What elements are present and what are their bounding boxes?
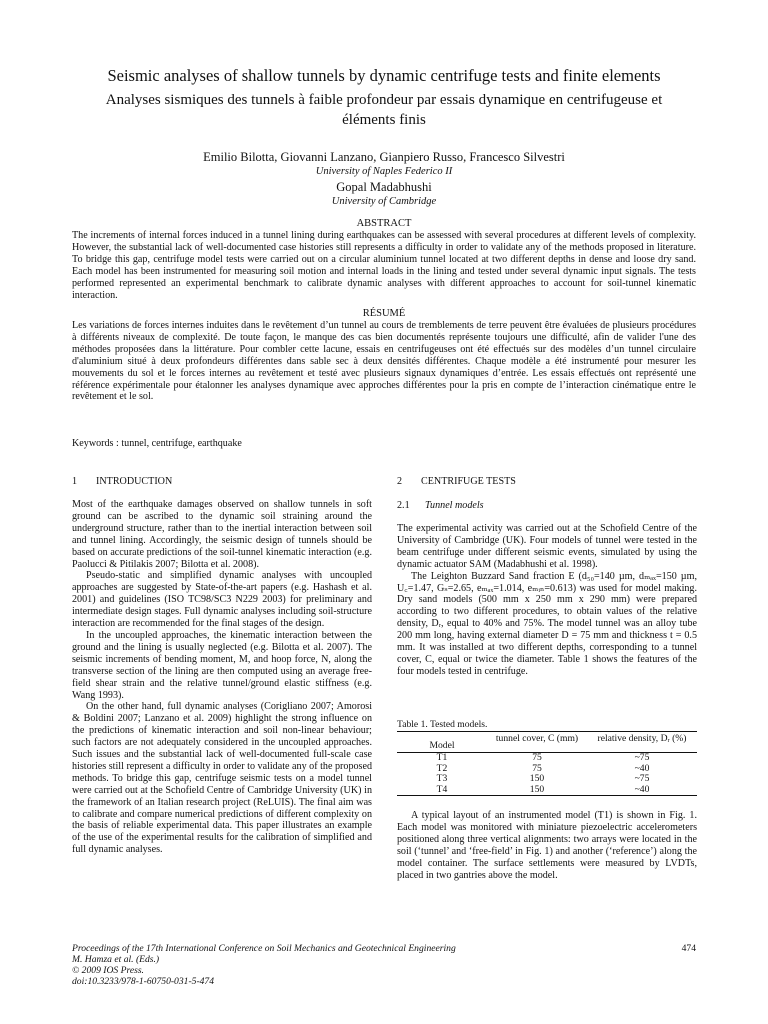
table-cell: T2 xyxy=(436,762,448,774)
footer-doi: doi:10.3233/978-1-60750-031-5-474 xyxy=(72,976,215,987)
subsection-2-1-heading xyxy=(397,500,697,511)
section-2-heading xyxy=(397,476,697,487)
resume-heading: RÉSUMÉ xyxy=(362,308,406,319)
paragraph: Most of the earthquake damages observed on shallow tunnels in soft ground can be ascribed to the dynamic soil straining around the underground structure, rather than to the inertial interaction between soil and tunnel lining. Accordingly, the seismic design of tunnels should be based on accurate predictions of the soil-tunnel kinematic interaction (e.g. Paolucci & Pitilakis 2007; Bilotta et al. 2008). xyxy=(72,499,372,570)
author-list-2: Gopal Madabhushi xyxy=(336,180,432,194)
abstract-text: The increments of internal forces induced in a tunnel lining during earthquakes can be assessed with several procedures at different levels of complexity. However, the substantial lack of well-documented case histories still represents a difficulty in order to validate any of the methods proposed in literature. To bridge this gap, centrifuge model tests were carried out on a circular aluminium tunnel located at two different depths in dense and loose dry sand. Each model has been instrumented for measuring soil motion and internal loads in the lining and tested under several dynamic input signals. The tests performed represented an experimental benchmark to calibrate dynamic analyses with different approaches to account for soil-tunnel kinematic interaction. xyxy=(72,230,696,301)
table-cell: T3 xyxy=(436,773,448,785)
page-number: 474 xyxy=(681,943,696,954)
table-header-cell: Model xyxy=(429,739,455,751)
affiliation-1: University of Naples Federico II xyxy=(315,166,453,177)
paragraph: In the uncoupled approaches, the kinematic interaction between the ground and the lining is usually neglected (e.g. Bilotta et al. 2007). The seismic increments of bending moment, M, and hoop force, N, along the transverse section of the lining are then computed using an average free-field shear strain and the relative tunnel/ground elastic stiffness (e.g. Wang 1993). xyxy=(72,629,372,701)
author-list-1: Emilio Bilotta, Giovanni Lanzano, Gianpiero Russo, Francesco Silvestri xyxy=(203,150,565,164)
table-cell: T4 xyxy=(436,783,448,795)
paragraph: The Leighton Buzzard Sand fraction E (d₅₀=140 µm, dₘₐₓ=150 µm, U꜀=1.47, Gₛ=2.65, eₘₐₓ=1.014, eₘᵢₙ=0.613) was used for model making. Dry sand models (500 mm x 250 mm x 290 mm) were prepared according to two different procedures, to obtain values of the relative density, Dᵣ, equal to 40% and 75%. The model tunnel was an alloy tube 200 mm long, having external diameter D = 75 mm and thickness t = 0.5 mm. It was installed at two different depths, corresponding to a tunnel cover, C, equal or twice the diameter. Table 1 shows the features of the four models tested in centrifuge. xyxy=(397,570,697,677)
paper-title: Seismic analyses of shallow tunnels by dynamic centrifuge tests and finite elements xyxy=(107,66,661,85)
table-cell: 75 xyxy=(532,752,542,764)
table-header-cell: relative density, Dᵣ (%) xyxy=(597,732,687,744)
section-title: INTRODUCTION xyxy=(96,476,173,487)
section-2-body xyxy=(397,523,697,678)
proceedings-footer xyxy=(72,943,572,987)
table-1-block xyxy=(397,719,697,796)
subsection-title: Tunnel models xyxy=(425,500,484,511)
keywords: Keywords : tunnel, centrifuge, earthquake xyxy=(72,438,242,449)
table-header-row xyxy=(397,731,697,753)
section-1-body xyxy=(72,499,372,856)
section-number: 2 xyxy=(397,476,403,487)
table-row xyxy=(397,785,697,796)
table-cell: ~75 xyxy=(634,773,650,785)
paragraph: A typical layout of an instrumented model (T1) is shown in Fig. 1. Each model was monitored with miniature piezoelectric accelerometers positioned along three vertical alignments: two arrays were located in the soil (‘tunnel’ and ‘free-field’ in Fig. 1) and another (‘reference’) along the model container. The surface settlements were measured by LVDTs, placed in two gantries above the model. xyxy=(397,810,697,881)
abstract-heading: ABSTRACT xyxy=(356,218,412,229)
table-cell: ~40 xyxy=(634,783,650,795)
table-cell: 150 xyxy=(529,783,545,795)
footer-line: M. Hamza et al. (Eds.) xyxy=(72,954,160,965)
table-cell: ~40 xyxy=(634,762,650,774)
tested-models-table xyxy=(397,731,697,796)
table-cell: 150 xyxy=(529,773,545,785)
footer-line: Proceedings of the 17th International Conference on Soil Mechanics and Geotechnical Engineering xyxy=(72,943,456,954)
paragraph: On the other hand, full dynamic analyses (Corigliano 2007; Amorosi & Boldini 2007; Lanzano et al. 2009) highlight the strong influence on the predictions of kinematic interaction and soil non-linear behaviour; such factors are not adequately considered in the uncoupled approaches. Such issues and the substantial lack of well-documented full-scale case histories still represent a difficulty in order to validate any of the proposed methods. To bridge this gap, centrifuge seismic tests on a model tunnel were carried out at the Schofield Centre of Cambridge University (UK) in the framework of an Italian research project (ReLUIS). The final aim was to calibrate and compare numerical predictions of different complexity on the basis of reliable experimental data. This paper illustrates an example of the use of the experimental results for the calibration of simplified and full dynamic analyses. xyxy=(72,701,372,856)
section-number: 1 xyxy=(72,476,78,487)
paragraph: Pseudo-static and simplified dynamic analyses with uncoupled approaches are suggested by State-of-the-art papers (e.g. Hashash et al. 2001) and guidelines (ISO TC98/SC3 N229 2003) for preliminary and intermediate design stages. Full dynamic analyses including soil-structure interaction are recommended for the final stages of the design. xyxy=(72,570,372,630)
table-cell: ~75 xyxy=(634,752,650,764)
paper-subtitle: Analyses sismiques des tunnels à faible profondeur par essais dynamique en centrifugeuse et éléments finis xyxy=(105,92,663,128)
footer-line: © 2009 IOS Press. xyxy=(72,965,144,976)
resume-text: Les variations de forces internes induites dans le revêtement d’un tunnel au cours de tremblements de terre peuvent être évaluées de plusieurs procédures à différents niveaux de complexité. De toute façon, le manque des cas bien documentés représente toujours une difficulté, afin de valider l'une des méthodes proposées dans la littérature. Pour combler cette lacune, essais en centrifugeuses ont été effectués sur des modèles d’un tunnel circulaire d'aluminium situé à deux profondeurs différentes dans sable sec à deux densités différentes. Chaque modèle a été instrumenté pour mesurer les mouvements du sol et le forces internes au revêtement et testé avec plusieurs signaux dynamiques d’entrée. Les essais effectués ont représenté une référence expérimentale pour étalonner les analyses dynamique avec approches différentes pour la pris en compte de l’interaction cinématique entre le revêtement et le sol. xyxy=(72,320,696,403)
affiliation-2: University of Cambridge xyxy=(331,196,437,207)
table-cell: 75 xyxy=(532,762,542,774)
subsection-number: 2.1 xyxy=(397,500,410,511)
table-header-cell: tunnel cover, C (mm) xyxy=(495,732,579,744)
table-cell: T1 xyxy=(436,752,448,764)
section-1-heading xyxy=(72,476,372,487)
section-title: CENTRIFUGE TESTS xyxy=(421,476,516,487)
paragraph: The experimental activity was carried out at the Schofield Centre of the University of Cambridge (UK). Four models of tunnel were tested in the beam centrifuge under different seismic events, simulated by using the dynamic actuator SAM (Madabhushi et al. 1998). xyxy=(397,523,697,570)
table-caption: Table 1. Tested models. xyxy=(397,719,488,730)
